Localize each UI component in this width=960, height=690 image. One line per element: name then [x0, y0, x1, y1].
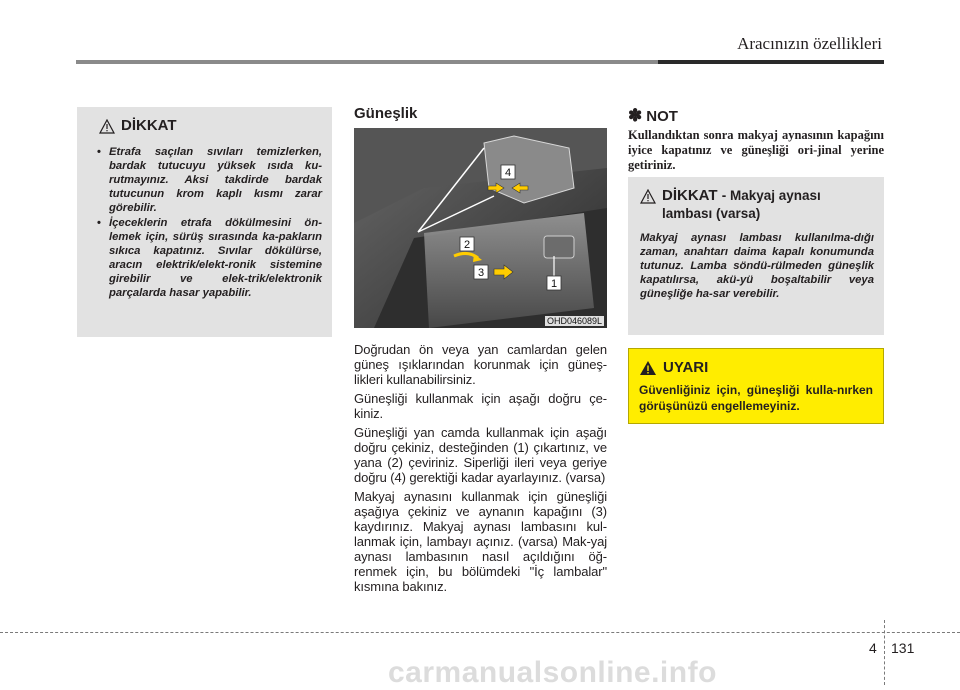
- body-paragraph: Güneşliği kullanmak için aşağı doğru çe-kiniz.: [354, 391, 607, 421]
- warning-triangle-icon: [99, 119, 115, 134]
- caution-box-vanity-lamp: [628, 177, 884, 335]
- sunvisor-body-text: [354, 342, 607, 598]
- warning-triangle-icon: [640, 189, 656, 204]
- warning-title: UYARI: [663, 359, 709, 376]
- section-heading: Güneşlik: [354, 105, 418, 122]
- page-number: 131: [891, 640, 915, 656]
- chapter-number: 4: [869, 640, 877, 656]
- callout-4: [501, 165, 515, 179]
- callout-4-label: 4: [504, 167, 512, 179]
- callout-2-label: 2: [463, 239, 471, 251]
- caution-box-cup-holder: [77, 107, 332, 337]
- caution-list: [89, 145, 322, 300]
- caution-title-group: [662, 187, 874, 223]
- footer-rule: [0, 632, 960, 633]
- caution-title: DİKKAT: [121, 117, 177, 134]
- header-rule: [76, 60, 884, 64]
- callout-3: [474, 265, 488, 279]
- callout-3-label: 3: [477, 267, 485, 279]
- warning-text: Güvenliğiniz için, güneşliği kulla-nırken görüşünüzü engellemeyiniz.: [639, 383, 873, 413]
- caution-header: [640, 187, 874, 223]
- body-paragraph: Makyaj aynasını kullanmak için güneşliği aşağıya çekiniz ve aynanın kapağını (3) kaydırınız. Makyaj aynası lambasını kul-lanmak için, lambayı açınız. (varsa) Mak-yaj aynası lambasının nasıl açıldığını öğ-renmek için, bu bölümdeki "İç lambalar" kısmına bakınız.: [354, 489, 607, 594]
- body-paragraph: Doğrudan ön veya yan camlardan gelen güneş ışıklarından korunmak için güneş-likleri kullanabilirsiniz.: [354, 342, 607, 387]
- sunvisor-illustration: [354, 128, 607, 328]
- page-header-title: Aracınızın özellikleri: [737, 34, 882, 53]
- sunvisor-drawing: [354, 128, 607, 328]
- caution-text: Makyaj aynası lambası kullanılma-dığı zaman, anahtarı daima kapalı konumunda tutunuz. Lamba söndü-rülmeden güneşlik kapatılırsa, akü-yü boşaltabilir veya güneşliğe ha-sar verebilir.: [640, 232, 874, 300]
- caution-title: DİKKAT: [662, 187, 718, 204]
- image-code: OHD046089L: [546, 316, 602, 326]
- warning-triangle-icon: [639, 360, 657, 376]
- body-paragraph: Güneşliği yan camda kullanmak için aşağı doğru çekiniz, desteğinden (1) çıkartınız, ve yana (2) çeviriniz. Siperliği ileri veya geriye doğru (4) gerektiği kadar ayarlayınız. (varsa): [354, 425, 607, 485]
- note-text: Kullandıktan sonra makyaj aynasının kapağını iyice kapatınız ve güneşliği ori-jinal yerine getiriniz.: [628, 128, 884, 172]
- footer-divider: [884, 620, 885, 685]
- caution-item: • Etrafa saçılan sıvıları temizlerken, bardak tutucuyu yüksek ısıda ku-rutmayınız. Aksi takdirde bardak tutucunun krom kaplı kısmı zarar görebilir.: [89, 145, 322, 215]
- callout-2: [460, 237, 474, 251]
- caution-header: [99, 117, 322, 135]
- caution-title-suffix: - Makyaj aynası lambası (varsa): [662, 188, 821, 221]
- callout-1-label: 1: [550, 278, 558, 290]
- watermark-text: carmanualsonline.info: [388, 656, 717, 689]
- note-title: NOT: [646, 107, 678, 125]
- star-icon: ✽: [628, 106, 643, 125]
- warning-header: [639, 359, 873, 376]
- warning-box: [628, 348, 884, 424]
- callout-1: [547, 276, 561, 290]
- caution-item: • İçeceklerin etrafa dökülmesini ön-lemek için, sürüş sırasında ka-pakların sıkıca kapatınız. Sıvılar dökülürse, aracın elektrik/elekt-ronik sistemine girebilir ve elek-trik/elektronik parçalarda hasar yapabilir.: [89, 216, 322, 300]
- note-header: [628, 106, 678, 126]
